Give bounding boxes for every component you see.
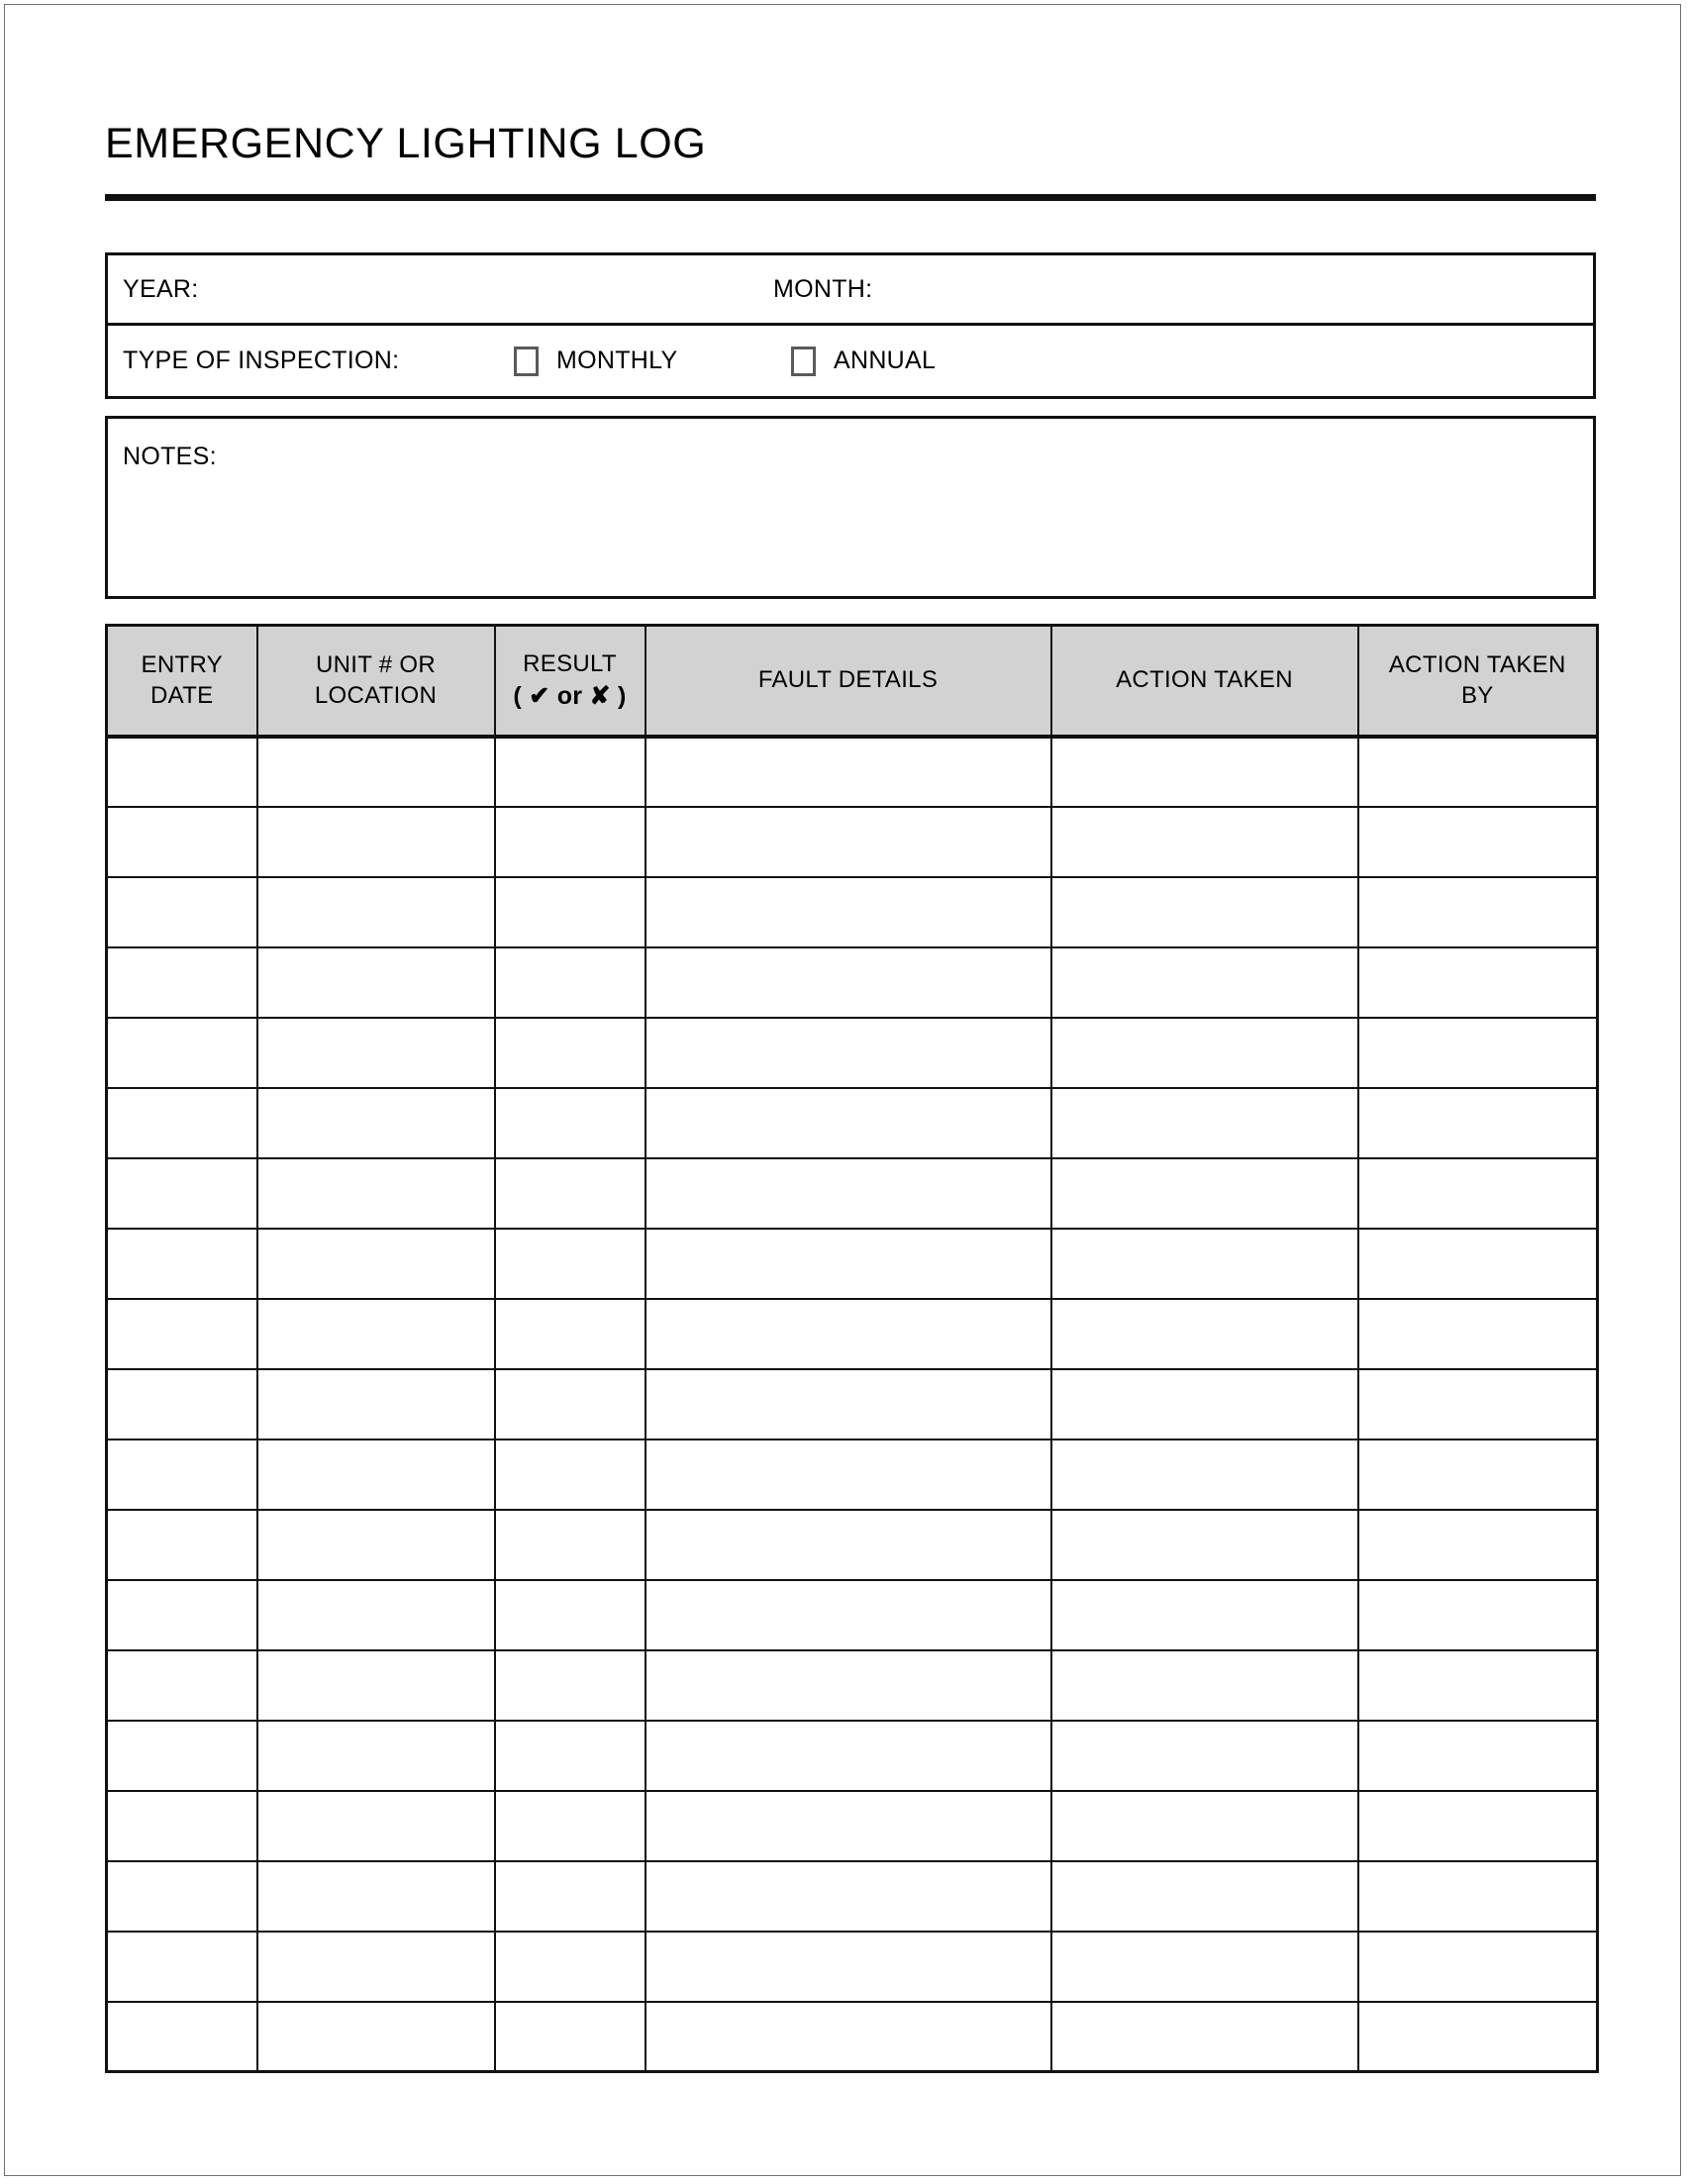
cell-unit-location[interactable] [257,1932,495,2002]
header-line-1: FAULT DETAILS [757,666,939,694]
cell-result[interactable] [495,947,646,1018]
inspection-info-box [105,252,1596,399]
cell-unit-location[interactable] [257,1791,495,1861]
table-body [107,737,1598,2072]
header-line-1: UNIT # OR [316,650,436,678]
cell-action-taken-by[interactable] [1358,1158,1598,1229]
year-month-row [108,255,1593,326]
cell-fault-details[interactable] [646,1439,1051,1510]
cell-result[interactable] [495,1791,646,1861]
cell-action-taken[interactable] [1051,1932,1358,2002]
cell-action-taken-by[interactable] [1358,1932,1598,2002]
title-block [105,122,1596,201]
cell-result[interactable] [495,1018,646,1088]
cell-result[interactable] [495,807,646,877]
cell-action-taken-by[interactable] [1358,807,1598,877]
cell-action-taken[interactable] [1051,947,1358,1018]
cell-entry-date[interactable] [107,1861,257,1932]
cell-action-taken[interactable] [1051,1158,1358,1229]
cell-result[interactable] [495,1932,646,2002]
monthly-checkbox[interactable] [514,347,539,376]
cell-action-taken-by[interactable] [1358,737,1598,807]
cell-action-taken-by[interactable] [1358,1580,1598,1650]
notes-box[interactable] [105,416,1596,599]
annual-label: ANNUAL [834,347,937,374]
cell-action-taken[interactable] [1051,737,1358,807]
cell-fault-details[interactable] [646,1299,1051,1369]
cell-entry-date[interactable] [107,1369,257,1439]
cell-entry-date[interactable] [107,1088,257,1158]
column-header-action-taken [1051,626,1358,737]
cell-unit-location[interactable] [257,1510,495,1580]
cell-action-taken[interactable] [1051,807,1358,877]
cell-result[interactable] [495,1299,646,1369]
cell-fault-details[interactable] [646,2002,1051,2072]
table-header-row [107,626,1598,737]
cell-action-taken-by[interactable] [1358,1018,1598,1088]
cell-action-taken[interactable] [1051,1369,1358,1439]
cell-action-taken-by[interactable] [1358,1510,1598,1580]
cell-action-taken[interactable] [1051,1791,1358,1861]
monthly-option[interactable] [514,347,677,376]
table-row [107,1861,1598,1932]
cell-fault-details[interactable] [646,1580,1051,1650]
cell-unit-location[interactable] [257,1369,495,1439]
cell-result[interactable] [495,1369,646,1439]
cell-result[interactable] [495,1158,646,1229]
cell-entry-date[interactable] [107,1580,257,1650]
cell-unit-location[interactable] [257,1018,495,1088]
cell-unit-location[interactable] [257,947,495,1018]
cell-fault-details[interactable] [646,1229,1051,1299]
cell-fault-details[interactable] [646,1158,1051,1229]
cell-fault-details[interactable] [646,1510,1051,1580]
cell-result[interactable] [495,1439,646,1510]
table-row [107,947,1598,1018]
cell-action-taken[interactable] [1051,1580,1358,1650]
cell-fault-details[interactable] [646,947,1051,1018]
cell-action-taken-by[interactable] [1358,1650,1598,1721]
year-label: YEAR: [123,274,199,303]
header-line-2: DATE [150,682,214,710]
table-row [107,737,1598,807]
header-line-1: ACTION TAKEN [1388,650,1566,678]
cell-entry-date[interactable] [107,1299,257,1369]
column-header-fault-details [646,626,1051,737]
cell-unit-location[interactable] [257,1158,495,1229]
cell-action-taken-by[interactable] [1358,1088,1598,1158]
table-row [107,1158,1598,1229]
cell-result[interactable] [495,1861,646,1932]
cell-action-taken[interactable] [1051,877,1358,947]
cell-unit-location[interactable] [257,807,495,877]
cell-fault-details[interactable] [646,1932,1051,2002]
cell-result[interactable] [495,1721,646,1791]
cell-entry-date[interactable] [107,737,257,807]
cell-result[interactable] [495,2002,646,2072]
cell-action-taken-by[interactable] [1358,1791,1598,1861]
cell-action-taken[interactable] [1051,1299,1358,1369]
cell-fault-details[interactable] [646,1088,1051,1158]
cell-result[interactable] [495,737,646,807]
table-row [107,877,1598,947]
cell-action-taken-by[interactable] [1358,877,1598,947]
inspection-type-row [108,326,1593,396]
emergency-lighting-log-table [105,624,1599,2073]
cell-action-taken-by[interactable] [1358,2002,1598,2072]
table-row [107,2002,1598,2072]
cell-unit-location[interactable] [257,1229,495,1299]
title-divider [105,194,1596,201]
cell-fault-details[interactable] [646,1369,1051,1439]
cell-unit-location[interactable] [257,2002,495,2072]
cell-action-taken[interactable] [1051,1510,1358,1580]
cell-action-taken[interactable] [1051,1721,1358,1791]
column-header-result [495,626,646,737]
cell-unit-location[interactable] [257,1650,495,1721]
table-row [107,1229,1598,1299]
cell-action-taken-by[interactable] [1358,947,1598,1018]
cell-action-taken-by[interactable] [1358,1299,1598,1369]
cell-entry-date[interactable] [107,1510,257,1580]
cell-action-taken-by[interactable] [1358,1721,1598,1791]
cell-action-taken-by[interactable] [1358,1369,1598,1439]
table-row [107,1580,1598,1650]
cell-result[interactable] [495,1580,646,1650]
cell-unit-location[interactable] [257,1088,495,1158]
cell-entry-date[interactable] [107,1791,257,1861]
table-row [107,1510,1598,1580]
header-line-2: BY [1460,682,1494,710]
column-header-action-taken-by [1358,626,1598,737]
page-title: EMERGENCY LIGHTING LOG [105,120,707,167]
cell-action-taken-by[interactable] [1358,1861,1598,1932]
annual-option[interactable] [791,347,936,376]
table-header [107,626,1598,737]
result-symbols: ( ✔ or ✘ ) [513,681,627,710]
month-label: MONTH: [773,274,873,303]
cell-unit-location[interactable] [257,877,495,947]
cell-fault-details[interactable] [646,1791,1051,1861]
cell-fault-details[interactable] [646,807,1051,877]
table-row [107,1932,1598,2002]
header-line-1: RESULT [523,649,617,677]
cell-entry-date[interactable] [107,2002,257,2072]
cell-unit-location[interactable] [257,1439,495,1510]
table-row [107,1369,1598,1439]
cell-fault-details[interactable] [646,1018,1051,1088]
cell-action-taken[interactable] [1051,1650,1358,1721]
cell-unit-location[interactable] [257,1861,495,1932]
cell-entry-date[interactable] [107,1932,257,2002]
cell-action-taken[interactable] [1051,2002,1358,2072]
cell-fault-details[interactable] [646,877,1051,947]
cell-entry-date[interactable] [107,807,257,877]
cell-fault-details[interactable] [646,1721,1051,1791]
table-row [107,807,1598,877]
inspection-type-label: TYPE OF INSPECTION: [123,347,400,374]
cell-entry-date[interactable] [107,1229,257,1299]
cell-entry-date[interactable] [107,1650,257,1721]
cell-result[interactable] [495,1229,646,1299]
cell-entry-date[interactable] [107,877,257,947]
cell-action-taken[interactable] [1051,1861,1358,1932]
cell-action-taken[interactable] [1051,1088,1358,1158]
cell-result[interactable] [495,1510,646,1580]
cell-action-taken[interactable] [1051,1439,1358,1510]
cell-action-taken-by[interactable] [1358,1439,1598,1510]
cell-entry-date[interactable] [107,1158,257,1229]
cell-action-taken[interactable] [1051,1229,1358,1299]
notes-label: NOTES: [123,443,217,470]
cell-fault-details[interactable] [646,1861,1051,1932]
annual-checkbox[interactable] [791,347,816,376]
table-row [107,1721,1598,1791]
column-header-entry-date [107,626,257,737]
monthly-label: MONTHLY [556,347,678,374]
cell-result[interactable] [495,1650,646,1721]
table-row [107,1791,1598,1861]
table-row [107,1650,1598,1721]
cell-unit-location[interactable] [257,1580,495,1650]
cell-result[interactable] [495,877,646,947]
table-row [107,1299,1598,1369]
cell-unit-location[interactable] [257,1299,495,1369]
cell-result[interactable] [495,1088,646,1158]
document-page [4,4,1681,2176]
cell-entry-date[interactable] [107,947,257,1018]
table-row [107,1088,1598,1158]
header-line-2: LOCATION [314,682,438,710]
cell-unit-location[interactable] [257,737,495,807]
table-row [107,1018,1598,1088]
cell-action-taken[interactable] [1051,1018,1358,1088]
cell-unit-location[interactable] [257,1721,495,1791]
cell-entry-date[interactable] [107,1439,257,1510]
cell-fault-details[interactable] [646,737,1051,807]
cell-fault-details[interactable] [646,1650,1051,1721]
column-header-unit-location [257,626,495,737]
header-line-1: ACTION TAKEN [1116,666,1293,694]
table-row [107,1439,1598,1510]
header-line-1: ENTRY [141,650,223,678]
cell-entry-date[interactable] [107,1018,257,1088]
cell-action-taken-by[interactable] [1358,1229,1598,1299]
cell-entry-date[interactable] [107,1721,257,1791]
